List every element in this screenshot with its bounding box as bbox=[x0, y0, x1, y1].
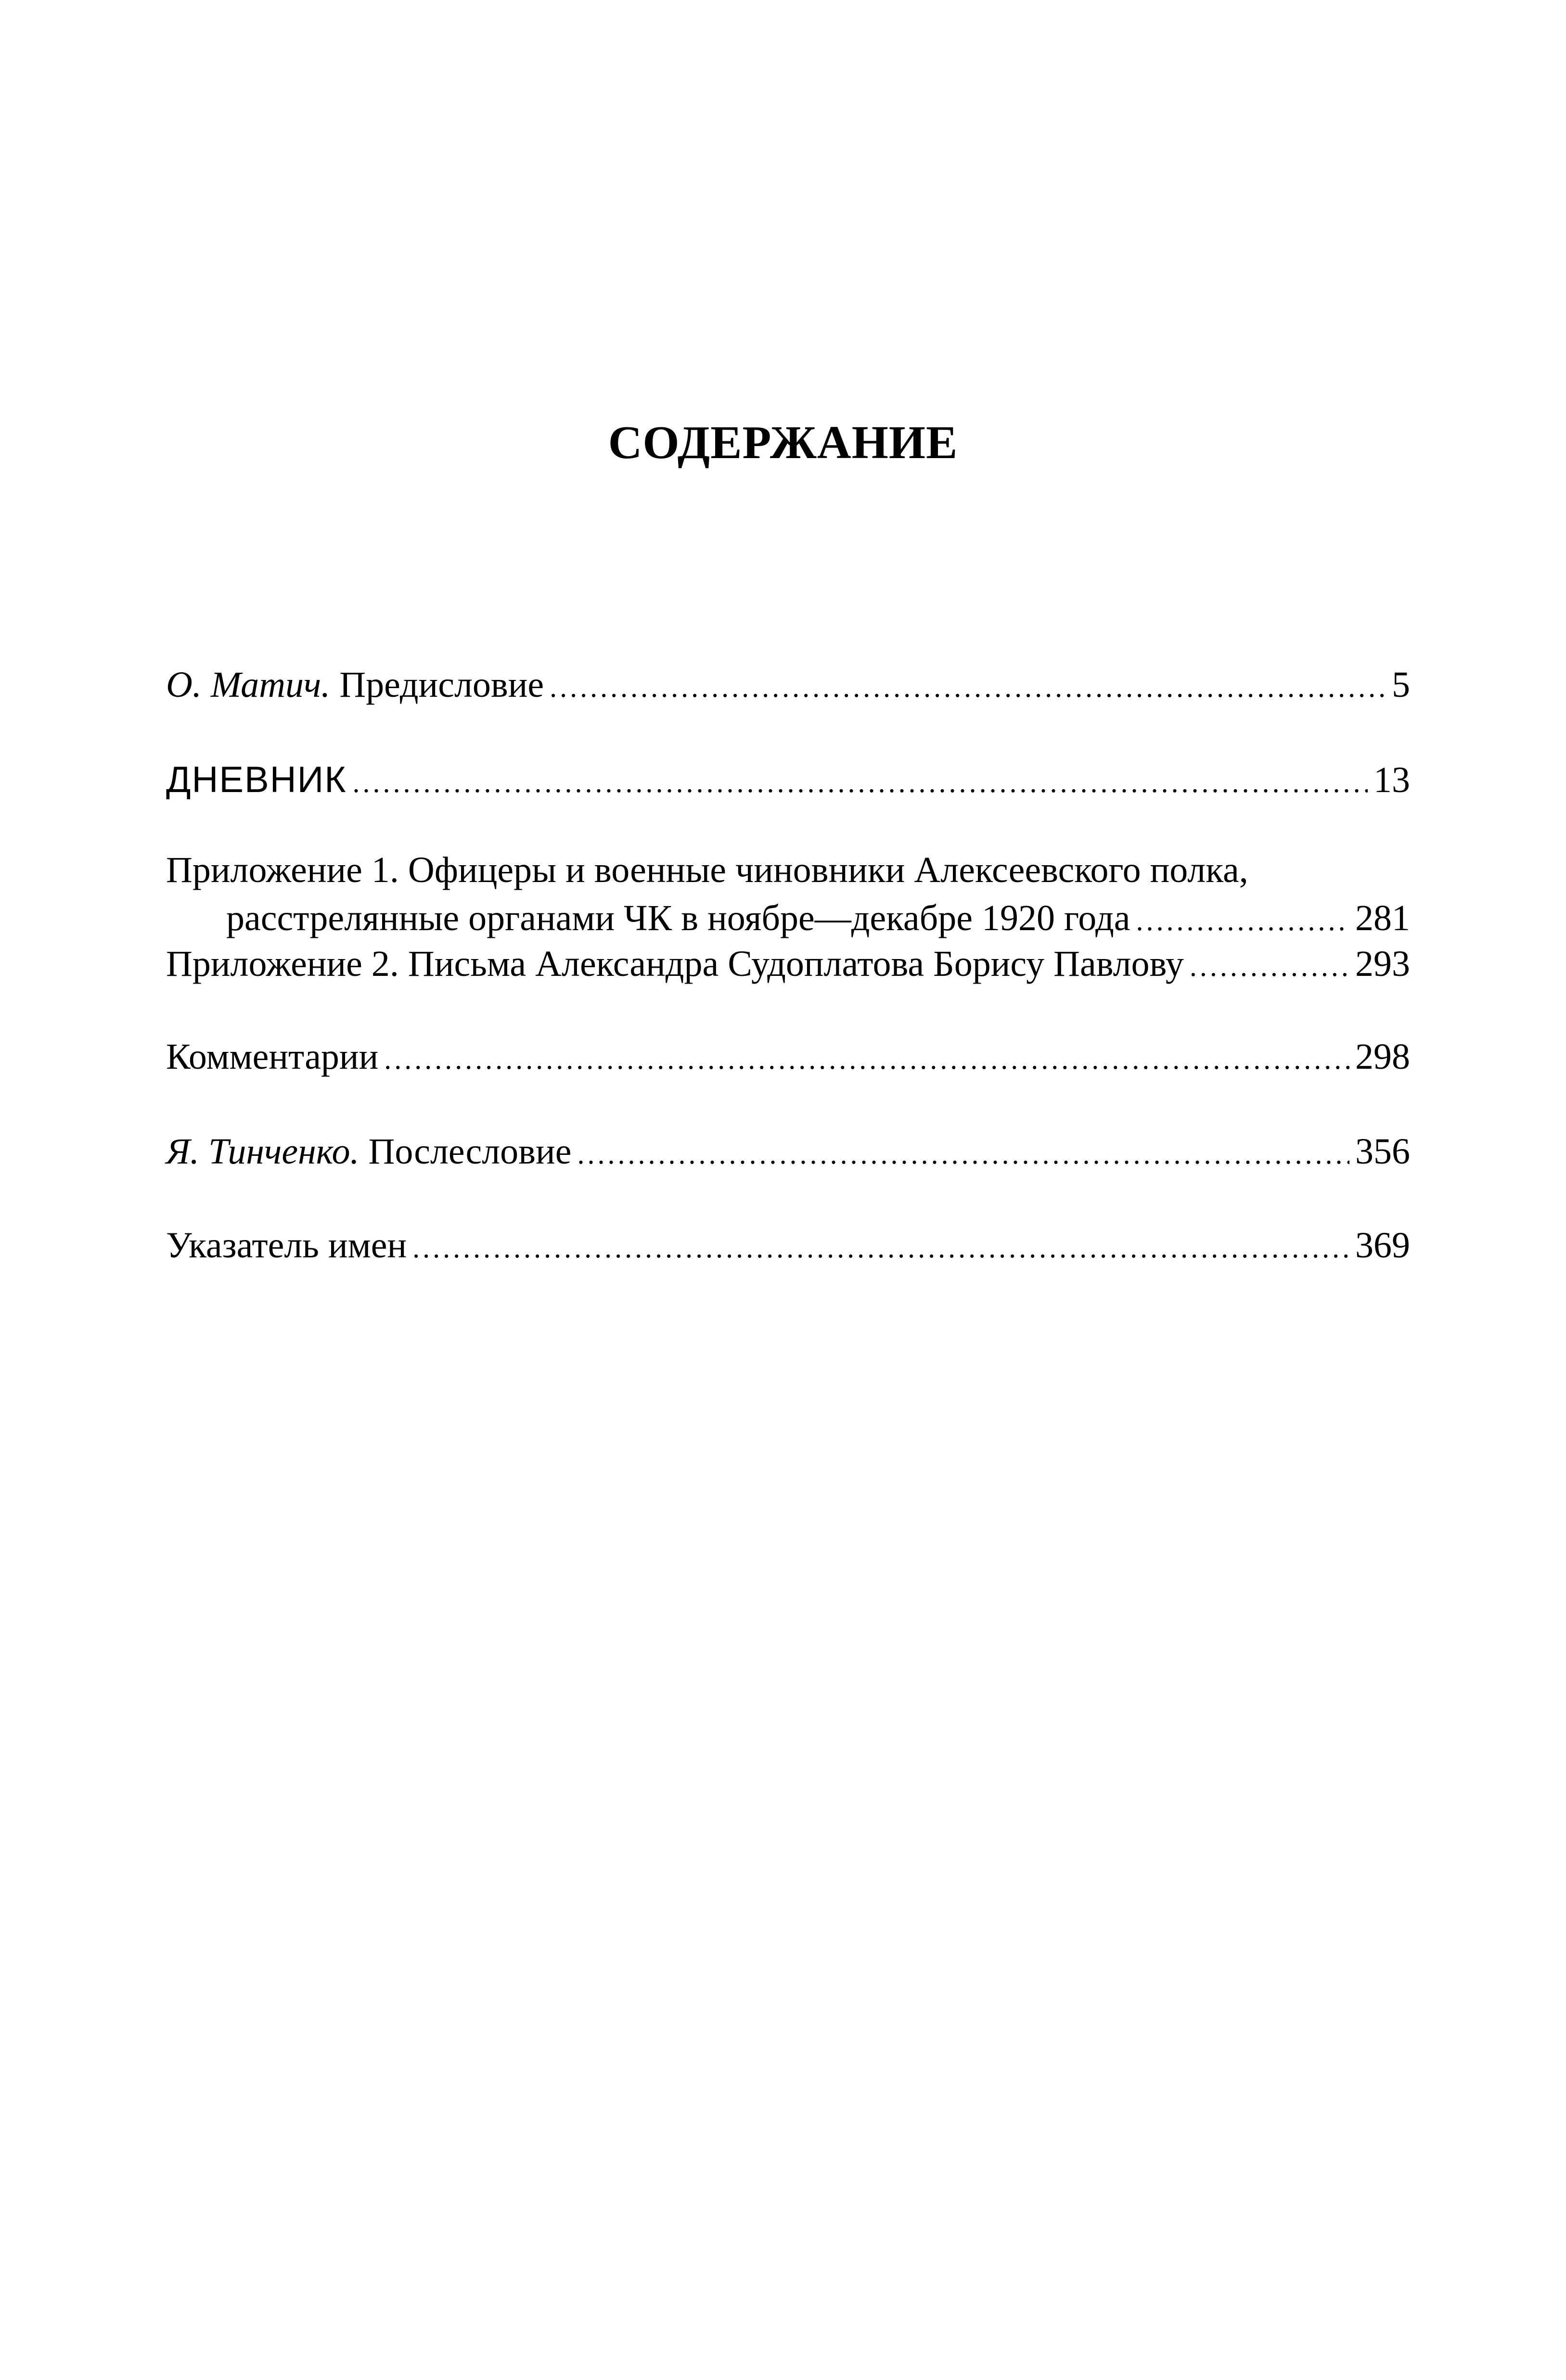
toc-entry-afterword[interactable] bbox=[166, 1128, 1410, 1177]
dot-leader bbox=[577, 1131, 1349, 1177]
dot-leader bbox=[412, 1225, 1349, 1271]
toc-author: Я. Тинченко. bbox=[166, 1131, 359, 1172]
toc-entry-appendix2[interactable] bbox=[166, 941, 1410, 989]
toc-entry-appendix1-line1[interactable]: Приложение 1. Офицеры и военные чиновники Алексеевского полка, bbox=[166, 850, 1248, 890]
toc-entry-index[interactable] bbox=[166, 1222, 1410, 1271]
toc-page-number: 298 bbox=[1355, 1036, 1410, 1077]
toc-entry-diary[interactable] bbox=[166, 757, 1410, 806]
toc-title: ДНЕВНИК bbox=[166, 759, 347, 800]
toc-entry-text bbox=[166, 1128, 571, 1175]
toc-page-number: 13 bbox=[1373, 760, 1410, 800]
toc-page-number: 293 bbox=[1355, 944, 1410, 984]
toc-title: Послесловие bbox=[368, 1131, 572, 1172]
toc-page-number: 281 bbox=[1355, 898, 1410, 938]
toc-title: расстрелянные органами ЧК в ноябре—декабре 1920 года bbox=[226, 898, 1130, 938]
toc-entry-preface[interactable] bbox=[166, 662, 1410, 710]
toc-title: Приложение 2. Письма Александра Судоплатова Борису Павлову bbox=[166, 944, 1184, 984]
toc-title: Предисловие bbox=[339, 665, 544, 705]
page-title: СОДЕРЖАНИЕ bbox=[608, 417, 958, 469]
toc-entry-comments[interactable] bbox=[166, 1034, 1410, 1082]
toc-author: О. Матич. bbox=[166, 665, 331, 705]
toc-page-number: 369 bbox=[1355, 1225, 1410, 1266]
dot-leader bbox=[353, 759, 1368, 806]
toc-page-number: 356 bbox=[1355, 1131, 1410, 1172]
dot-leader bbox=[1136, 897, 1349, 944]
dot-leader bbox=[550, 664, 1386, 710]
toc-entry-text bbox=[166, 662, 544, 708]
toc-title: Комментарии bbox=[166, 1036, 379, 1077]
dot-leader bbox=[384, 1036, 1349, 1082]
toc-page-number: 5 bbox=[1392, 665, 1410, 705]
toc-entry-appendix1[interactable] bbox=[166, 895, 1410, 944]
toc-title: Указатель имен bbox=[166, 1225, 407, 1266]
dot-leader bbox=[1190, 943, 1349, 989]
